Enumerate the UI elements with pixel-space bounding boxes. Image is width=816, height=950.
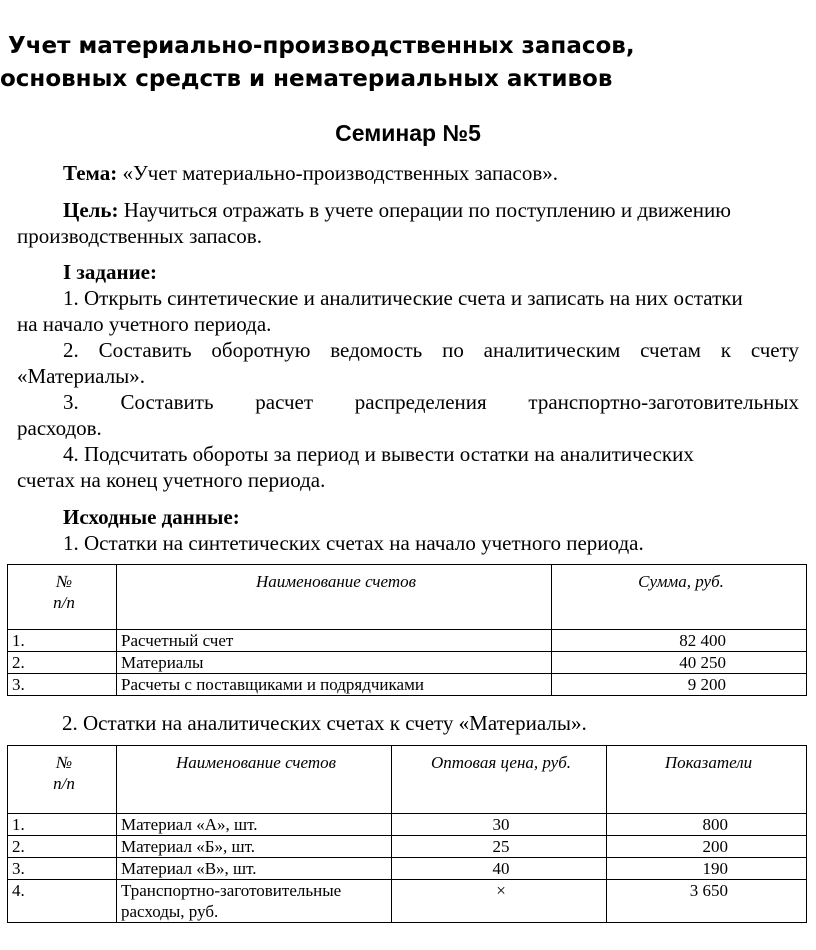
synthetic-accounts-table	[7, 564, 807, 696]
goal-text-line2: производственных запасов.	[17, 224, 262, 248]
task-item-4-line2: счетах на конец учетного периода.	[17, 468, 326, 492]
table2-header-name: Наименование счетов	[117, 746, 392, 814]
table2-header-price: Оптовая цена, руб.	[392, 746, 607, 814]
title-line-1: Учет материально-производственных запасов,	[8, 33, 635, 59]
source-item-2: 2. Остатки на аналитических счетах к счету «Материалы».	[62, 711, 587, 735]
source-heading: Исходные данные:	[63, 505, 240, 529]
table-row: 2. Материалы 40 250	[8, 652, 807, 674]
table-row: 1. Расчетный счет 82 400	[8, 630, 807, 652]
table-row: 4. Транспортно-заготовительные расходы, руб. × 3 650	[8, 880, 807, 923]
source-block	[17, 504, 799, 556]
table2-header-indicators: Показатели	[607, 746, 807, 814]
document-title	[0, 30, 816, 96]
task-item-1-line1: 1. Открыть синтетические и аналитические счета и записать на них остатки	[63, 286, 743, 310]
tema-label: Тема:	[63, 161, 118, 185]
goal-label: Цель:	[63, 198, 119, 222]
task-block	[17, 259, 799, 493]
seminar-heading: Семинар №5	[335, 120, 481, 146]
table1-header-name: Наименование счетов	[117, 565, 552, 630]
task-heading: I задание:	[63, 260, 157, 284]
table-row: 2. Материал «Б», шт. 25 200	[8, 836, 807, 858]
tema-text: «Учет материально-производственных запасов».	[122, 161, 559, 185]
goal-text-line1: Научиться отражать в учете операции по поступлению и движению	[123, 198, 731, 222]
goal-paragraph	[17, 197, 799, 249]
table-row: 3. Материал «В», шт. 40 190	[8, 858, 807, 880]
task-item-2-line2: «Материалы».	[17, 364, 146, 388]
table1-header-sum: Сумма, руб.	[552, 565, 807, 630]
task-item-1-line2: на начало учетного периода.	[17, 312, 272, 336]
task-item-3-line2: расходов.	[17, 416, 102, 440]
table-row: 3. Расчеты с поставщиками и подрядчиками 9 200	[8, 674, 807, 696]
tema-paragraph	[17, 160, 816, 186]
task-item-3-line1: 3. Составить расчет распределения транспортно-заготовительных	[63, 390, 799, 414]
title-line-2: основных средств и нематериальных активов	[0, 66, 613, 92]
table1-header-num: № п/п	[8, 565, 117, 630]
materials-analytics-table	[7, 745, 807, 923]
table2-header-num: № п/п	[8, 746, 117, 814]
task-item-4-line1: 4. Подсчитать обороты за период и вывести остатки на аналитических	[63, 442, 694, 466]
table-row: 1. Материал «А», шт. 30 800	[8, 814, 807, 836]
task-item-2-line1: 2. Составить оборотную ведомость по аналитическим счетам к счету	[63, 338, 799, 362]
source-item-1: 1. Остатки на синтетических счетах на начало учетного периода.	[63, 531, 644, 555]
